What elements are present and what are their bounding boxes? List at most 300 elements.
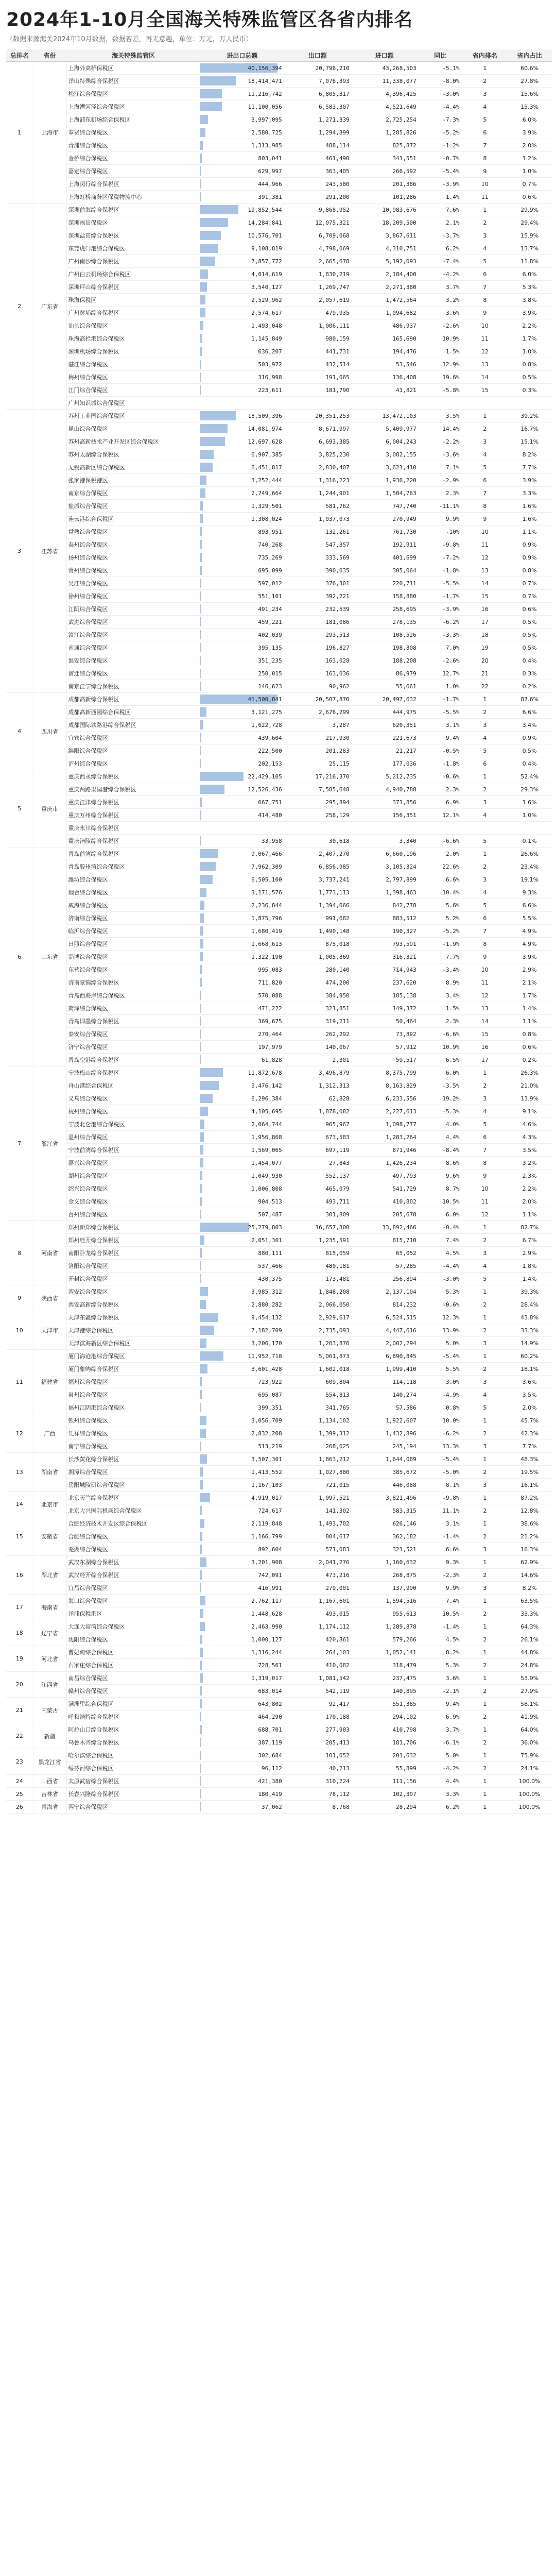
zone-name-cell: 江门综合保税区 <box>66 384 200 397</box>
table-row <box>6 744 552 757</box>
table-row <box>6 229 552 242</box>
table-row <box>6 1234 552 1247</box>
import-cell: 551,385 <box>351 1698 418 1710</box>
province-rank-cell: 2 <box>463 1762 508 1775</box>
table-row <box>6 629 552 641</box>
export-cell: 991,682 <box>284 912 351 925</box>
table-row <box>6 1002 552 1015</box>
province-rank-cell: 3 <box>463 1440 508 1453</box>
table-row <box>6 732 552 744</box>
import-cell: 237,620 <box>351 976 418 989</box>
total-amount-value: 3,507,301 <box>251 1455 282 1463</box>
province-rank-cell: 9 <box>463 165 508 178</box>
import-cell: 1,644,089 <box>351 1453 418 1466</box>
yoy-cell: -3.9% <box>418 603 463 616</box>
table-row <box>6 1015 552 1028</box>
import-cell: 2,725,254 <box>351 113 418 126</box>
zone-name-cell: 泰安综合保税区 <box>66 1028 200 1041</box>
import-cell: 20,497,632 <box>351 693 418 706</box>
import-cell: 11,338,077 <box>351 75 418 88</box>
province-rank-cell: 2 <box>463 216 508 229</box>
total-amount-value: 414,480 <box>258 811 282 819</box>
import-cell: 268,875 <box>351 1569 418 1582</box>
total-amount-value: 740,268 <box>258 541 282 548</box>
total-amount-cell <box>200 732 284 744</box>
table-row <box>6 706 552 719</box>
total-amount-value: 728,561 <box>258 1662 282 1669</box>
import-cell: 294,102 <box>351 1710 418 1723</box>
table-row <box>6 1672 552 1685</box>
province-share-cell: 9.3% <box>507 886 552 899</box>
export-cell: 1,312,313 <box>284 1079 351 1092</box>
total-amount-value: 1,006,808 <box>251 1185 282 1192</box>
total-amount-cell <box>200 1298 284 1311</box>
zone-name-cell: 深圳前海综合保税区 <box>66 204 200 216</box>
province-share-cell: 0.5% <box>507 616 552 629</box>
province-share-cell: 28.4% <box>507 1298 552 1311</box>
export-cell: 277,903 <box>284 1723 351 1736</box>
table-row <box>6 1041 552 1054</box>
province-rank-cell: 1 <box>463 1221 508 1234</box>
import-cell: 410,802 <box>351 1195 418 1208</box>
province-rank-cell: 4 <box>463 1260 508 1273</box>
province-rank-cell: 10 <box>463 319 508 332</box>
yoy-cell: -7.2% <box>418 551 463 564</box>
yoy-cell: 6.9% <box>418 1710 463 1723</box>
total-amount-cell <box>200 616 284 629</box>
export-cell: 163,036 <box>284 667 351 680</box>
yoy-cell: -1.2% <box>418 139 463 152</box>
table-row <box>6 1466 552 1479</box>
total-amount-value: 146,623 <box>258 683 282 690</box>
province-rank-cell: 5 <box>463 1118 508 1131</box>
total-amount-value: 9,454,132 <box>251 1314 282 1321</box>
total-amount-value: 2,832,208 <box>251 1430 282 1437</box>
export-cell <box>284 397 351 410</box>
zone-name-cell: 武进综合保税区 <box>66 616 200 629</box>
total-amount-value: 444,966 <box>258 180 282 188</box>
yoy-cell: 4.0% <box>418 1118 463 1131</box>
table-row <box>6 1350 552 1363</box>
total-amount-cell <box>200 1504 284 1517</box>
export-cell: 1,134,102 <box>284 1414 351 1427</box>
total-amount-cell <box>200 886 284 899</box>
province-rank-cell: 13 <box>463 564 508 577</box>
zone-name-cell: 深圳福田保税区 <box>66 216 200 229</box>
province-rank-cell: 6 <box>463 268 508 281</box>
zone-name-cell: 郑州经开综合保税区 <box>66 1234 200 1247</box>
export-cell: 1,394,066 <box>284 899 351 912</box>
total-amount-value: 399,351 <box>258 1404 282 1411</box>
total-amount-cell <box>200 1221 284 1234</box>
export-cell: 170,188 <box>284 1710 351 1723</box>
import-cell: 137,990 <box>351 1582 418 1595</box>
table-row <box>6 1569 552 1582</box>
province-share-cell: 100.0% <box>507 1801 552 1814</box>
yoy-cell: -1.8% <box>418 564 463 577</box>
table-row <box>6 538 552 551</box>
total-amount-value: 18,414,471 <box>248 77 282 84</box>
total-amount-cell <box>200 719 284 732</box>
total-amount-cell <box>200 1569 284 1582</box>
import-cell: 620,351 <box>351 719 418 732</box>
table-row <box>6 1762 552 1775</box>
province-rank-cell: 10 <box>463 178 508 191</box>
yoy-cell: 6.9% <box>418 796 463 809</box>
overall-rank-cell: 23 <box>6 1749 33 1775</box>
table-row <box>6 487 552 500</box>
total-amount-value: 387,119 <box>258 1739 282 1746</box>
province-rank-cell: 16 <box>463 603 508 616</box>
total-amount-value: 1,622,728 <box>251 721 282 728</box>
export-cell: 90,962 <box>284 680 351 693</box>
yoy-cell: -3.0% <box>418 88 463 100</box>
total-amount-cell <box>200 590 284 603</box>
zone-name-cell: 奉贤综合保税区 <box>66 126 200 139</box>
export-cell: 3,825,230 <box>284 448 351 461</box>
import-cell: 1,283,264 <box>351 1131 418 1144</box>
export-cell: 3,737,241 <box>284 873 351 886</box>
total-amount-value: 40,156,394 <box>248 64 282 72</box>
province-share-cell: 0.7% <box>507 178 552 191</box>
import-cell: 815,710 <box>351 1234 418 1247</box>
export-cell: 264,103 <box>284 1646 351 1659</box>
export-cell: 191,065 <box>284 371 351 384</box>
overall-rank-cell: 2 <box>6 204 33 410</box>
export-cell: 1,097,521 <box>284 1492 351 1504</box>
import-cell: 245,194 <box>351 1440 418 1453</box>
total-amount-cell <box>200 1337 284 1350</box>
zone-name-cell: 济宁综合保税区 <box>66 1041 200 1054</box>
import-cell: 2,797,899 <box>351 873 418 886</box>
zone-name-cell: 太原武宿综合保税区 <box>66 1775 200 1788</box>
total-amount-value: 9,476,142 <box>251 1082 282 1089</box>
yoy-cell: 9.4% <box>418 1698 463 1710</box>
province-rank-cell: 12 <box>463 1208 508 1221</box>
total-amount-value: 402,039 <box>258 631 282 638</box>
yoy-cell: -5.8% <box>418 384 463 397</box>
total-amount-value: 464,290 <box>258 1713 282 1720</box>
province-rank-cell: 2 <box>463 422 508 435</box>
province-rank-cell: 5 <box>463 113 508 126</box>
zone-name-cell: 临沂综合保税区 <box>66 925 200 938</box>
table-body <box>6 62 552 1814</box>
total-amount-value: 904,513 <box>258 1198 282 1205</box>
province-share-cell: 0.5% <box>507 371 552 384</box>
zone-name-cell: 西安高新综合保税区 <box>66 1298 200 1311</box>
zone-name-cell: 阿拉山口综合保税区 <box>66 1723 200 1736</box>
total-amount-value: 724,617 <box>258 1507 282 1514</box>
province-share-cell: 100.0% <box>507 1775 552 1788</box>
table-row <box>6 976 552 989</box>
overall-rank-cell: 20 <box>6 1672 33 1698</box>
yoy-cell: 22.6% <box>418 860 463 873</box>
province-rank-cell: 6 <box>463 474 508 487</box>
export-cell: 480,181 <box>284 1260 351 1273</box>
export-cell: 40,213 <box>284 1762 351 1775</box>
total-amount-value: 12,526,436 <box>248 786 282 793</box>
total-amount-cell <box>200 706 284 719</box>
province-share-cell: 0.6% <box>507 1041 552 1054</box>
total-amount-cell <box>200 1041 284 1054</box>
total-amount-cell <box>200 1427 284 1440</box>
zone-name-cell: 哈尔滨综合保税区 <box>66 1749 200 1762</box>
total-amount-cell <box>200 1363 284 1376</box>
total-amount-cell <box>200 100 284 113</box>
export-cell: 6,856,985 <box>284 860 351 873</box>
total-amount-value: 197,979 <box>258 1043 282 1050</box>
table-row <box>6 641 552 654</box>
yoy-cell: -2.9% <box>418 474 463 487</box>
province-rank-cell: 4 <box>463 886 508 899</box>
province-share-cell: 3.2% <box>507 1157 552 1170</box>
province-rank-cell: 3 <box>463 873 508 886</box>
yoy-cell: -4.9% <box>418 1388 463 1401</box>
total-amount-cell <box>200 152 284 165</box>
import-cell: 1,098,777 <box>351 1118 418 1131</box>
province-rank-cell: 1 <box>463 1698 508 1710</box>
yoy-cell: 5.0% <box>418 1749 463 1762</box>
export-cell: 268,025 <box>284 1440 351 1453</box>
import-cell: 1,936,220 <box>351 474 418 487</box>
export-cell: 980,159 <box>284 332 351 345</box>
zone-name-cell: 菏泽综合保税区 <box>66 1002 200 1015</box>
yoy-cell: -3.4% <box>418 963 463 976</box>
total-amount-value: 459,221 <box>258 618 282 625</box>
province-share-cell: 1.6% <box>507 796 552 809</box>
province-share-cell: 24.1% <box>507 1762 552 1775</box>
total-amount-cell <box>200 1157 284 1170</box>
yoy-cell: 3.7% <box>418 281 463 294</box>
total-amount-cell <box>200 1788 284 1801</box>
import-cell: 156,351 <box>351 809 418 822</box>
province-share-cell: 5.5% <box>507 912 552 925</box>
import-cell: 165,690 <box>351 332 418 345</box>
yoy-cell: 9.9% <box>418 513 463 526</box>
table-row <box>6 474 552 487</box>
province-cell: 上海市 <box>33 62 66 204</box>
table-row <box>6 1775 552 1788</box>
export-cell: 376,301 <box>284 577 351 590</box>
export-cell: 291,200 <box>284 191 351 204</box>
province-cell: 广西 <box>33 1414 66 1453</box>
province-share-cell: 2.0% <box>507 1401 552 1414</box>
province-share-cell: 7.7% <box>507 461 552 474</box>
total-amount-cell <box>200 1002 284 1015</box>
total-amount-value: 61,828 <box>261 1056 282 1063</box>
table-row <box>6 1285 552 1298</box>
province-share-cell: 3.4% <box>507 719 552 732</box>
zone-name-cell: 广州知识城综合保税区 <box>66 397 200 410</box>
zone-name-cell: 重庆永川综合保税区 <box>66 822 200 835</box>
overall-rank-cell: 19 <box>6 1646 33 1672</box>
total-amount-value: 503,972 <box>258 361 282 368</box>
total-amount-value: 7,962,309 <box>251 863 282 870</box>
export-cell: 1,848,208 <box>284 1285 351 1298</box>
yoy-cell: 5.0% <box>418 1337 463 1350</box>
table-row <box>6 1582 552 1595</box>
province-rank-cell: 11 <box>463 1195 508 1208</box>
total-amount-value: 1,329,501 <box>251 502 282 510</box>
total-amount-cell <box>200 1285 284 1298</box>
total-amount-cell <box>200 835 284 848</box>
export-cell: 2,066,050 <box>284 1298 351 1311</box>
province-share-cell: 0.1% <box>507 835 552 848</box>
province-rank-cell: 1 <box>463 1311 508 1324</box>
total-amount-cell <box>200 976 284 989</box>
province-share-cell: 63.5% <box>507 1595 552 1607</box>
total-amount-cell <box>200 757 284 770</box>
total-amount-cell <box>200 1762 284 1775</box>
yoy-cell: -4.4% <box>418 100 463 113</box>
export-cell: 196,827 <box>284 641 351 654</box>
province-share-cell: 3.9% <box>507 126 552 139</box>
zone-name-cell: 湖州综合保税区 <box>66 1170 200 1182</box>
import-cell: 13,892,466 <box>351 1221 418 1234</box>
province-rank-cell: 13 <box>463 1002 508 1015</box>
zone-name-cell: 北京大兴国际机场综合保税区 <box>66 1504 200 1517</box>
col-header-yoy: 同比 <box>418 49 463 62</box>
province-rank-cell: 15 <box>463 384 508 397</box>
zone-name-cell: 嘉兴综合保税区 <box>66 1157 200 1170</box>
province-rank-cell: 8 <box>463 1157 508 1170</box>
import-cell: 140,895 <box>351 1685 418 1698</box>
zone-name-cell: 满洲里综合保税区 <box>66 1698 200 1710</box>
table-row <box>6 307 552 319</box>
total-amount-value: 96,112 <box>261 1765 282 1772</box>
yoy-cell: 6.6% <box>418 873 463 886</box>
yoy-cell <box>418 397 463 410</box>
total-amount-cell <box>200 242 284 255</box>
total-amount-value: 25,279,803 <box>248 1224 282 1231</box>
province-rank-cell: 8 <box>463 500 508 513</box>
export-cell: 571,083 <box>284 1543 351 1556</box>
col-header-rank: 总排名 <box>6 49 33 62</box>
import-cell: 579,266 <box>351 1633 418 1646</box>
total-amount-cell <box>200 307 284 319</box>
export-cell: 875,018 <box>284 938 351 951</box>
total-amount-value: 636,207 <box>258 348 282 355</box>
export-cell: 547,357 <box>284 538 351 551</box>
yoy-cell: 1.5% <box>418 345 463 358</box>
total-amount-cell <box>200 1582 284 1595</box>
total-amount-cell <box>200 848 284 860</box>
yoy-cell: -6.6% <box>418 835 463 848</box>
zone-name-cell: 徐州综合保税区 <box>66 590 200 603</box>
import-cell: 185,138 <box>351 989 418 1002</box>
total-amount-value: 4,105,695 <box>251 1108 282 1115</box>
zone-name-cell: 温州综合保税区 <box>66 1131 200 1144</box>
total-amount-value: 2,051,301 <box>251 1236 282 1244</box>
zone-name-cell: 岳阳城陵矶综合保税区 <box>66 1479 200 1492</box>
table-row <box>6 500 552 513</box>
export-cell: 280,140 <box>284 963 351 976</box>
yoy-cell: -6.2% <box>418 1427 463 1440</box>
export-cell: 721,015 <box>284 1479 351 1492</box>
province-share-cell: 29.4% <box>507 216 552 229</box>
total-amount-cell <box>200 860 284 873</box>
zone-name-cell: 宜宾综合保税区 <box>66 732 200 744</box>
export-cell: 479,935 <box>284 307 351 319</box>
overall-rank-cell: 25 <box>6 1788 33 1801</box>
province-rank-cell: 5 <box>463 461 508 474</box>
total-amount-cell <box>200 925 284 938</box>
zone-name-cell: 武汉经开综合保税区 <box>66 1569 200 1582</box>
province-share-cell: 58.1% <box>507 1698 552 1710</box>
province-rank-cell: 2 <box>463 1079 508 1092</box>
zone-name-cell: 日照综合保税区 <box>66 938 200 951</box>
province-rank-cell: 22 <box>463 680 508 693</box>
import-cell: 205,678 <box>351 1208 418 1221</box>
province-share-cell: 1.6% <box>507 500 552 513</box>
import-cell: 4,521,649 <box>351 100 418 113</box>
total-amount-cell <box>200 989 284 1002</box>
total-amount-value: 6,907,385 <box>251 451 282 458</box>
total-amount-cell <box>200 1466 284 1479</box>
total-amount-value: 2,574,617 <box>251 309 282 316</box>
province-rank-cell: 8 <box>463 938 508 951</box>
zone-name-cell: 南京江宁综合保税区 <box>66 680 200 693</box>
province-share-cell: 60.6% <box>507 62 552 75</box>
total-amount-value: 37,062 <box>261 1803 282 1810</box>
total-amount-value: 711,820 <box>258 979 282 986</box>
export-cell: 163,028 <box>284 654 351 667</box>
province-share-cell: 6.0% <box>507 113 552 126</box>
export-cell: 697,119 <box>284 1144 351 1157</box>
table-row <box>6 693 552 706</box>
import-cell: 57,912 <box>351 1041 418 1054</box>
total-amount-cell <box>200 1247 284 1260</box>
province-rank-cell: 1 <box>463 1066 508 1079</box>
total-amount-value: 3,201,908 <box>251 1558 282 1566</box>
import-cell: 5,192,093 <box>351 255 418 268</box>
yoy-cell: 2.3% <box>418 783 463 796</box>
province-share-cell: 0.6% <box>507 603 552 616</box>
yoy-cell: -5.4% <box>418 165 463 178</box>
total-amount-value: 629,997 <box>258 167 282 175</box>
province-rank-cell: 5 <box>463 899 508 912</box>
export-cell: 232,539 <box>284 603 351 616</box>
total-amount-value: 1,569,065 <box>251 1146 282 1154</box>
zone-name-cell: 无锡高新区综合保税区 <box>66 461 200 474</box>
table-row <box>6 577 552 590</box>
yoy-cell: 8.2% <box>418 1646 463 1659</box>
province-share-cell: 0.9% <box>507 732 552 744</box>
table-row <box>6 1749 552 1762</box>
province-rank-cell: 9 <box>463 1170 508 1182</box>
table-row <box>6 616 552 629</box>
yoy-cell: -5.0% <box>418 1466 463 1479</box>
import-cell: 237,475 <box>351 1672 418 1685</box>
export-cell: 25,115 <box>284 757 351 770</box>
total-amount-value: 14,284,841 <box>248 219 282 226</box>
total-amount-value: 570,088 <box>258 992 282 999</box>
yoy-cell: 5.3% <box>418 1285 463 1298</box>
export-cell: 319,211 <box>284 1015 351 1028</box>
total-amount-cell <box>200 1105 284 1118</box>
total-amount-cell <box>200 204 284 216</box>
province-share-cell: 19.1% <box>507 873 552 886</box>
province-share-cell: 2.9% <box>507 1247 552 1260</box>
province-rank-cell: 2 <box>463 1466 508 1479</box>
province-cell: 湖北省 <box>33 1556 66 1595</box>
zone-name-cell: 吴江综合保税区 <box>66 577 200 590</box>
yoy-cell: 6.6% <box>418 1543 463 1556</box>
overall-rank-cell: 9 <box>6 1285 33 1311</box>
yoy-cell: -5.4% <box>418 1453 463 1466</box>
province-rank-cell: 2 <box>463 1659 508 1672</box>
zone-name-cell: 宁波北仑港综合保税区 <box>66 1118 200 1131</box>
